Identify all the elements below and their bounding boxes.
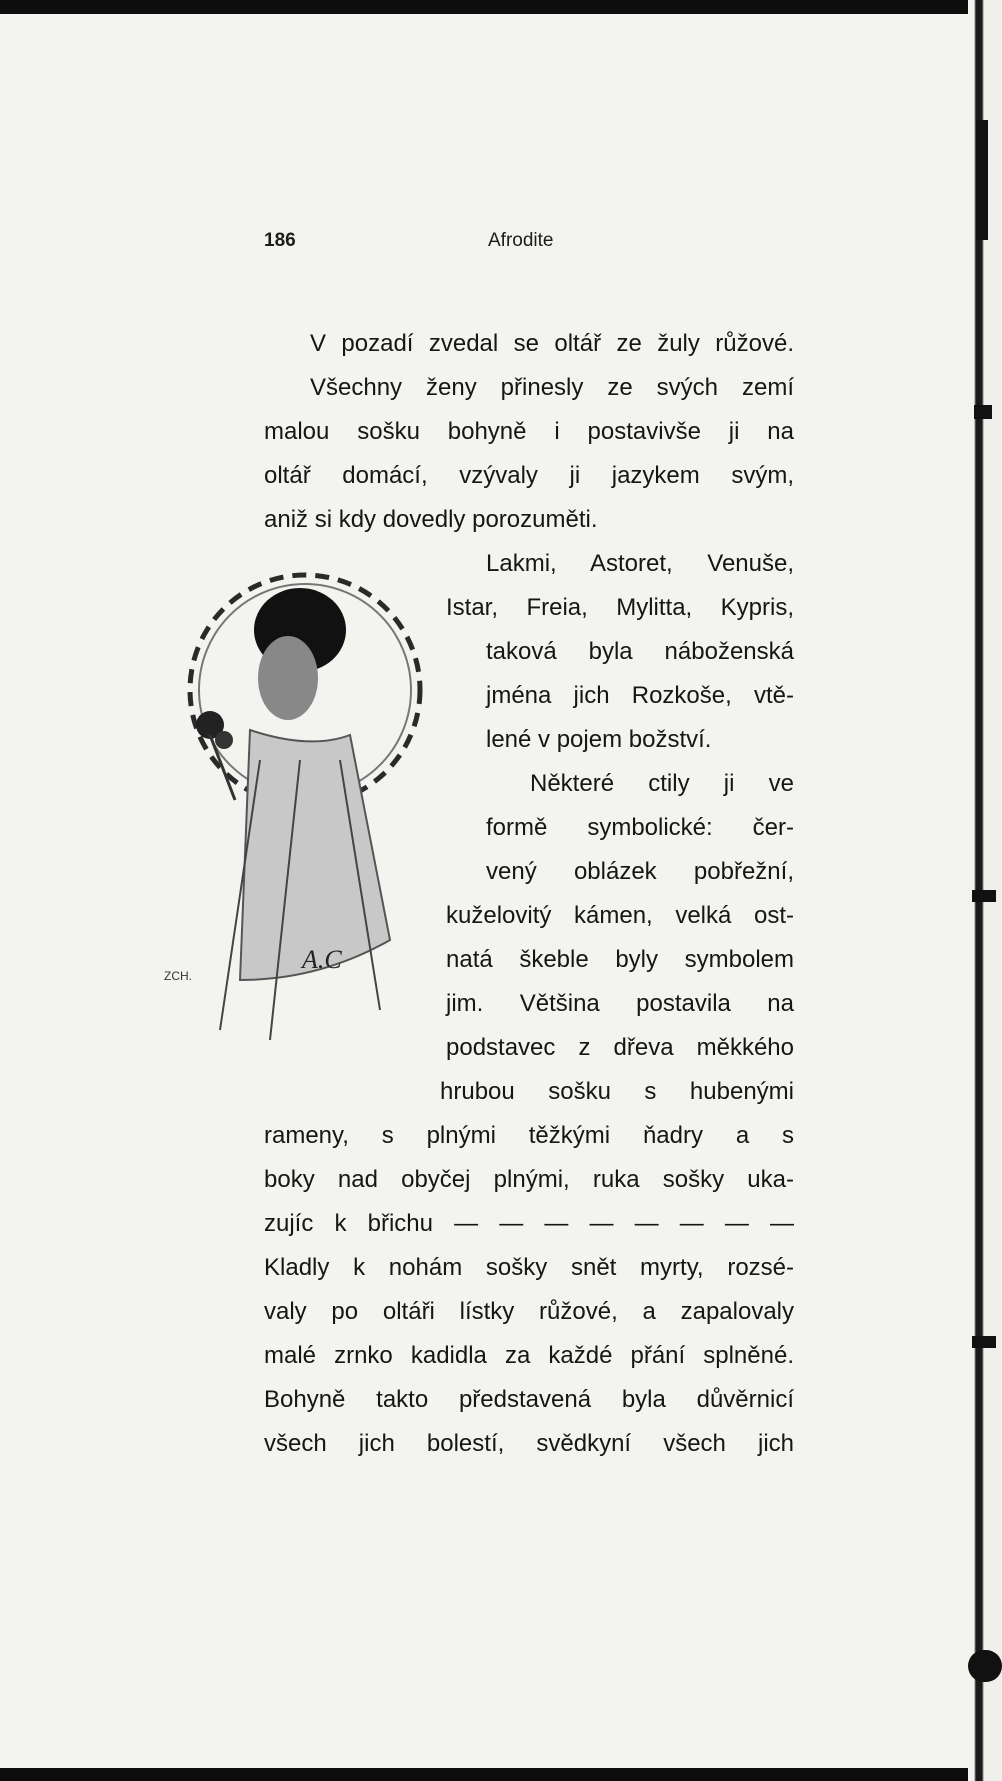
illustration-side-mark: ZCH.	[164, 969, 192, 983]
text-line: podstavec z dřeva měkkého	[446, 1034, 794, 1061]
text-line: boky nad obyčej plnými, ruka sošky uka-	[264, 1166, 794, 1193]
book-page	[0, 14, 968, 1768]
text-line: malé zrnko kadidla za každé přání splněné.	[264, 1342, 794, 1369]
text-line: lené v pojem božství.	[486, 726, 712, 753]
text-line: Některé ctily ji ve	[530, 770, 794, 797]
text-line: malou sošku bohyně i postavivše ji na	[264, 418, 794, 445]
page-header	[264, 230, 794, 254]
text-line: všech jich bolestí, svědkyní všech jich	[264, 1430, 794, 1457]
text-line: Lakmi, Astoret, Venuše,	[486, 550, 794, 577]
page-edge	[968, 0, 1002, 1781]
text-line: valy po oltáři lístky růžové, a zapalovaly	[264, 1298, 794, 1325]
running-title: Afrodite	[488, 230, 554, 251]
text-line: formě symbolické: čer-	[486, 814, 794, 841]
text-line: kuželovitý kámen, velká ost-	[446, 902, 794, 929]
woman-illustration	[164, 560, 420, 1080]
text-line: Istar, Freia, Mylitta, Kypris,	[446, 594, 794, 621]
text-line: rameny, s plnými těžkými ňadry a s	[264, 1122, 794, 1149]
text-line: oltář domácí, vzývaly ji jazykem svým,	[264, 462, 794, 489]
text-line: vený oblázek pobřežní,	[486, 858, 794, 885]
text-line: jim. Většina postavila na	[446, 990, 794, 1017]
text-line: taková byla náboženská	[486, 638, 794, 665]
text-line: zujíc k břichu — — — — — — — —	[264, 1210, 794, 1237]
text-line: Kladly k nohám sošky snět myrty, rozsé-	[264, 1254, 794, 1281]
page-number: 186	[264, 230, 296, 251]
text-line: aniž si kdy dovedly porozuměti.	[264, 506, 598, 533]
text-line: Bohyně takto představená byla důvěrnicí	[264, 1386, 794, 1413]
text-line: hrubou sošku s hubenými	[440, 1078, 794, 1105]
illustration-signature: A.C	[302, 945, 342, 974]
text-line: Všechny ženy přinesly ze svých zemí	[310, 374, 794, 401]
text-line: V pozadí zvedal se oltář ze žuly růžové.	[310, 330, 794, 357]
text-line: jména jich Rozkoše, vtě-	[486, 682, 794, 709]
text-line: natá škeble byly symbolem	[446, 946, 794, 973]
